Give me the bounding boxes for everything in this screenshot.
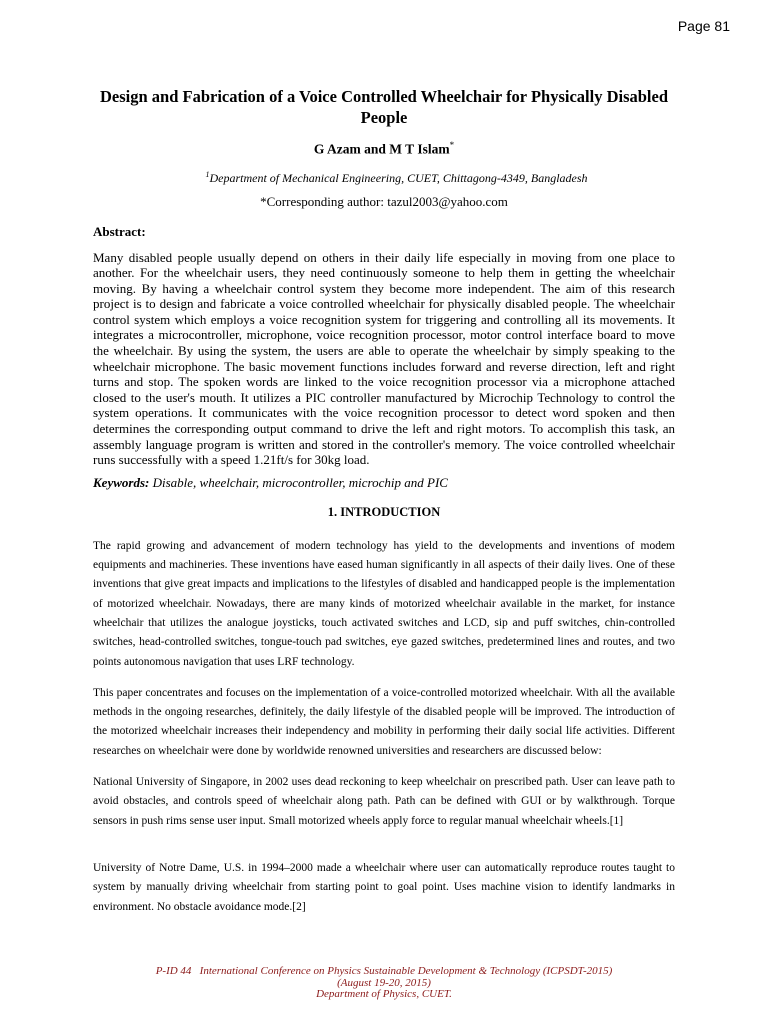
abstract-heading: Abstract: — [93, 223, 146, 239]
paragraph: University of Notre Dame, U.S. in 1994–2000 made a wheelchair where user can automatically reproduce routes taught to system by manually driving wheelchair from starting point to goal point. Uses machine vision to identify landmarks in environment. No obstacle avoidance mode.[2] — [93, 861, 675, 913]
keywords-values: Disable, wheelchair, microcontroller, microchip and PIC — [152, 474, 448, 490]
paragraph: This paper concentrates and focuses on the implementation of a voice-controlled motorized wheelchair. With all the available methods in the ongoing researches, definitely, the daily lifestyle of the disabled people will be improved. The introduction of the motorized wheelchair increases their independency and mobility in performing their daily social life activities. Different researches on wheelchair were done by worldwide renowned universities and researchers are discussed below: — [93, 686, 675, 757]
footer-department: Department of Physics, CUET. — [316, 988, 452, 1000]
affiliation-superscript: 1 — [205, 169, 210, 179]
section-heading-introduction: 1. INTRODUCTION — [327, 504, 441, 519]
authors-superscript: * — [449, 140, 455, 150]
authors-names: G Azam and M T Islam — [313, 141, 450, 157]
keywords-label: Keywords: — [93, 474, 150, 490]
paper-title: Design and Fabrication of a Voice Controlled Wheelchair for Physically Disabled People — [99, 87, 669, 127]
keywords — [93, 475, 675, 491]
abstract-text: Many disabled people usually depend on others in their daily life especially in moving from one place to another. For the wheelchair users, they need continuously someone to help them in getting the wheelchair moving. By having a wheelchair control system they become more independent. The aim of this research project is to design and fabricate a voice controlled wheelchair for physically disabled people. The wheelchair control system which employs a voice recognition system for triggering and controlling all its movements. It integrates a microcontroller, microphone, voice recognition processor, motor control interface board to move the wheelchair. By using the system, the users are able to operate the wheelchair by simply speaking to the wheelchair microphone. The basic movement functions includes forward and reverse direction, left and right turns and stop. The spoken words are linked to the voice recognition processor via a microphone attached closed to the user's mouth. It utilizes a PIC controller manufactured by Microchip Technology to control the system operations. It communicates with the voice recognition processor to detect word spoken and then determines the corresponding output command to drive the left and right motors. To accomplish this task, an assembly language program is written and stored in the controller's memory. The voice controlled wheelchair runs successfully with a speed 1.21ft/s for 30kg load. — [93, 249, 675, 468]
affiliation-text: Department of Mechanical Engineering, CUET, Chittagong-4349, Bangladesh — [209, 170, 588, 185]
paragraph: National University of Singapore, in 2002 uses dead reckoning to keep wheelchair on prescribed path. User can leave path to avoid obstacles, and controls speed of wheelchair along path. Path can be defined with GUI or by walkthrough. Torque sensors in push rims sense user input. Small motorized wheels apply force to regular manual wheelchair wheels.[1] — [93, 776, 675, 827]
footer-conference: P-ID 44 International Conference on Physics Sustainable Development & Technology (ICPSDT-2015) — [155, 965, 613, 977]
paragraph: The rapid growing and advancement of modern technology has yield to the developments and inventions of modem equipments and machineries. These inventions have eased human significantly in all aspects of their daily lives. One of these inventions that give great impacts and implications to the lifestyles of disabled and handicapped people is the implementation of motorized wheelchair. Nowadays, there are many kinds of motorized wheelchair available in the market, for instance wheelchair that utilizes the analogue joysticks, touch activated switches and LCD, sip and puff switches, chin-controlled switches, head-controlled switches, tongue-touch pad switches, eye gazed switches, predetermined lines and routes, and two points autonomous navigation that uses LRF technology. — [93, 539, 675, 668]
affiliation — [118, 170, 675, 186]
footer-dates: (August 19-20, 2015) — [337, 976, 431, 989]
paper-body — [93, 86, 675, 929]
page-number: Page 81 — [677, 18, 730, 34]
corresponding-author: *Corresponding author: tazul2003@yahoo.com — [260, 193, 508, 209]
authors — [93, 140, 675, 158]
page-footer — [0, 966, 768, 1001]
